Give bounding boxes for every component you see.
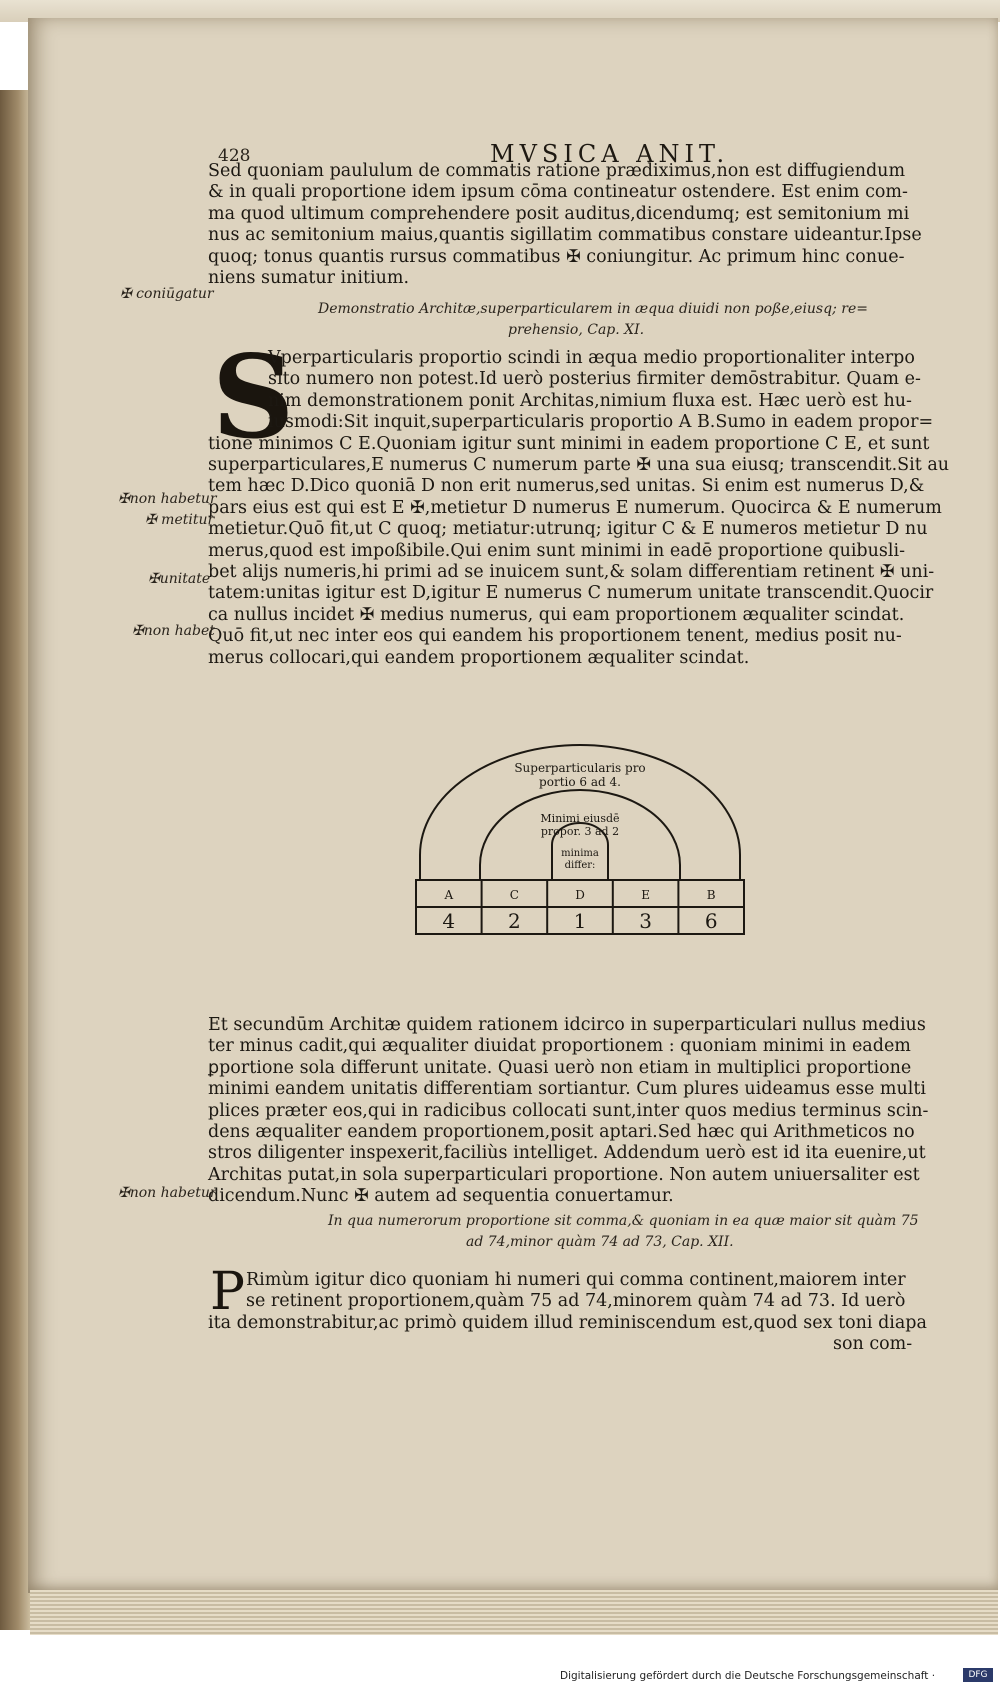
text-line: Architas putat,in sola superparticulari proportione. Non autem uniuersaliter est [208, 1164, 920, 1185]
text-line: ter minus cadit,qui æqualiter diuidat proportionem : quoniam minimi in eadem [208, 1036, 911, 1057]
text-line: dicendum.Nunc ✠ autem ad sequentia conuertamur. [208, 1186, 674, 1207]
text-line: merus,quod est impoßibile.Qui enim sunt minimi in eadē proportione quibusli- [208, 540, 905, 561]
text-line: iusmodi:Sit inquit,superparticularis proportio A B.Sumo in eadem propor= [268, 412, 934, 433]
margin-note-unitate: ✠unitate [148, 571, 211, 587]
text-line: ca nullus incidet ✠ medius numerus, qui eam proportionem æqualiter scindat. [208, 604, 905, 625]
page-stack-edge [30, 1590, 998, 1635]
text-line: Rimùm igitur dico quoniam hi numeri qui comma continent,maiorem inter [246, 1270, 906, 1290]
running-title: MVSICA ANIT. [490, 140, 730, 168]
text-line: & in quali proportione idem ipsum cōma contineatur ostendere. Est enim com- [208, 182, 908, 203]
caption-line: ad 74,minor quàm 74 ad 73, Cap. XII. [466, 1234, 734, 1250]
cell-letter: E [641, 888, 650, 902]
cell-number: 2 [508, 909, 521, 933]
margin-note-metitur: ✠ metitur [145, 512, 215, 528]
caption-line: Demonstratio Architæ,superparticularem in æqua diuidi non poße,eiusq; re= [318, 301, 868, 317]
text-line: tem hæc D.Dico quoniā D non erit numerus,sed unitas. Si enim est numerus D,& [208, 476, 925, 497]
text-line: superparticulares,E numerus C numerum parte ✠ una sua eiusq; transcendit.Sit au [208, 455, 950, 475]
cell-number: 1 [573, 909, 587, 933]
cell-letter: B [706, 888, 716, 902]
dfg-logo: DFG [963, 1668, 993, 1682]
chapter-12-dropcap-lines [246, 1270, 906, 1313]
text-line: son com- [833, 1334, 913, 1355]
text-line: stros diligenter inspexerit,faciliùs intelliget. Addendum uerò est id ita euenire,ut [208, 1143, 926, 1164]
inner-label-2: differ: [564, 860, 596, 871]
text-line: metietur.Quō fit,ut C quoq; metiatur:utrunq; igitur C & E numeros metietur D nu [208, 519, 928, 540]
drop-cap-p: P [210, 1262, 245, 1322]
margin-note-non-habetur: ✠non habetur [118, 491, 217, 507]
text-line: bet alijs numeris,hi primi ad se inuicem sunt,& solam differentiam retinent ✠ uni- [208, 562, 935, 583]
text-line: merus collocari,qui eandem proportionem æqualiter scindat. [208, 647, 750, 668]
text-line: niens sumatur initium. [208, 268, 410, 289]
arches-diagram-svg [410, 740, 750, 940]
margin-note-non-habetur: ✠non habetur [118, 1185, 217, 1201]
chapter-12-caption [328, 1211, 919, 1253]
text-line: dens æqualiter eandem proportionem,posit aptari.Sed hæc qui Arithmeticos no [208, 1122, 915, 1143]
caption-line: In qua numerorum proportione sit comma,& quoniam in ea quæ maior sit quàm 75 [328, 1213, 919, 1229]
page-number: 428 [218, 146, 251, 166]
digitization-credit: Digitalisierung gefördert durch die Deutsche Forschungsgemeinschaft · [560, 1670, 936, 1682]
text-line: tione minimos C E.Quoniam igitur sunt minimi in eadem proportione C E, et sunt [208, 433, 930, 454]
outer-label-2: portio 6 ad 4. [539, 775, 621, 789]
book-spine [0, 90, 30, 1630]
text-line: pars eius est qui est E ✠,metietur D numerus E numerum. Quocirca & E numerum [208, 497, 942, 518]
cell-letter: C [509, 888, 519, 902]
proportion-diagram [410, 740, 750, 940]
text-line: minimi eandem unitatis differentiam sortiantur. Cum plures uideamus esse multi [208, 1079, 927, 1100]
text-line: se retinent proportionem,quàm 75 ad 74,minorem quàm 74 ad 73. Id uerò [246, 1291, 906, 1312]
text-line: sito numero non potest.Id uerò posterius firmiter demōstrabitur. Quam e- [268, 369, 921, 390]
paragraph-architas [208, 1015, 928, 1208]
text-line: Vperparticularis proportio scindi in æqua medio proportionaliter interpo [268, 348, 915, 368]
paragraph-intro [208, 161, 922, 289]
drop-cap-s: S [212, 330, 295, 464]
book-page [28, 18, 998, 1593]
text-line: Sed quoniam paululum de commatis ratione prædiximus,non est diffugiendum [208, 161, 906, 181]
text-line: quoq; tonus quantis rursus commatibus ✠ coniungitur. Ac primum hinc conue- [208, 246, 905, 267]
cell-number: 6 [704, 909, 718, 933]
text-line: ita demonstrabitur,ac primò quidem illud reminiscendum est,quod sex toni diapa [208, 1312, 927, 1333]
text-line: tatem:unitas igitur est D,igitur E numerus C numerum unitate transcendit.Quocir [208, 583, 934, 604]
margin-note-coniungatur: ✠ coniūgatur [120, 286, 214, 302]
text-line: ma quod ultimum comprehendere posit auditus,dicendumq; est semitonium mi [208, 203, 910, 224]
outer-label-1: Superparticularis pro [514, 761, 646, 775]
cell-number: 3 [639, 909, 652, 933]
cell-letter: D [575, 888, 585, 902]
cell-number: 4 [442, 909, 456, 933]
text-line: nim demonstrationem ponit Architas,nimium fluxa est. Hæc uerò est hu- [268, 390, 912, 411]
text-line: Quō fit,ut nec inter eos qui eandem his proportionem tenent, medius posit nu- [208, 626, 902, 647]
middle-label-2: propor. 3 ad 2 [540, 825, 620, 838]
cell-letter: A [444, 888, 454, 902]
caption-line: prehensio, Cap. XI. [508, 322, 645, 338]
chapter-11-dropcap-lines [268, 348, 933, 434]
chapter-11-caption [318, 299, 868, 341]
text-line: plices præter eos,qui in radicibus collocati sunt,inter quos medius terminus scin- [208, 1100, 929, 1121]
chapter-12-body [208, 1313, 927, 1356]
text-line: ꝑportione sola differunt unitate. Quasi uerò non etiam in multiplici proportione [208, 1057, 912, 1078]
middle-label-1: Minimi eiusdē [540, 812, 620, 825]
text-line: Et secundūm Architæ quidem rationem idcirco in superparticulari nullus medius [208, 1015, 926, 1035]
chapter-11-body [208, 434, 949, 669]
margin-note-non-habet: ✠non habet [132, 623, 215, 639]
inner-label-1: minima [561, 848, 599, 859]
text-line: nus ac semitonium maius,quantis sigillatim commatibus constare uideantur.Ipse [208, 225, 922, 246]
